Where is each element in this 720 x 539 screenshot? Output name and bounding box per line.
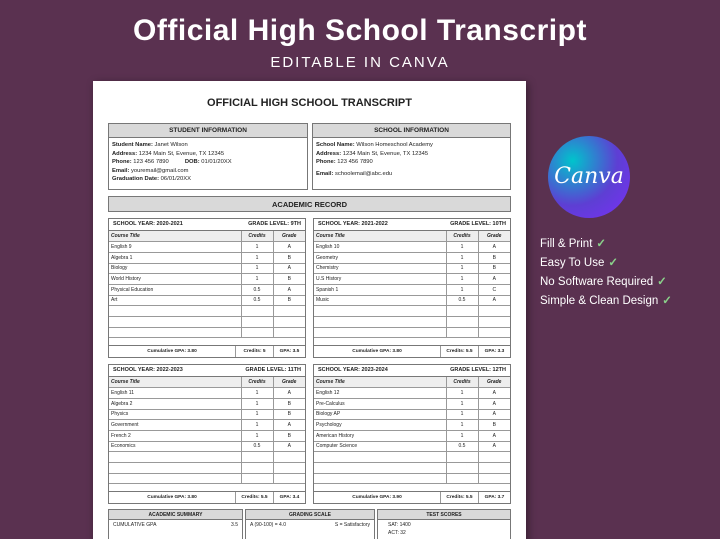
course-title: Spanish 1 <box>314 284 446 295</box>
course-credits: 0.5 <box>446 295 478 306</box>
course-title-header: Course Title <box>109 377 241 388</box>
grading-scale-box <box>245 509 375 539</box>
table-row <box>109 409 305 420</box>
cumulative-gpa: Cumulative GPA: 3.80 <box>352 349 402 354</box>
feature-item <box>540 292 672 311</box>
year-gpa: GPA: 3.3 <box>478 346 510 357</box>
course-credits: 0.5 <box>241 295 273 306</box>
school-year: SCHOOL YEAR: 2020-2021 <box>113 221 183 227</box>
course-title: World History <box>109 274 241 285</box>
empty-row <box>109 452 305 463</box>
year-header <box>109 219 305 231</box>
course-credits: 1 <box>241 274 273 285</box>
feature-item <box>540 254 672 273</box>
course-title: American History <box>314 430 446 441</box>
school-year: SCHOOL YEAR: 2021-2022 <box>318 221 388 227</box>
course-credits: 1 <box>241 252 273 263</box>
school-email: schoolemail@abc.edu <box>335 170 393 177</box>
credits-header: Credits <box>241 231 273 242</box>
course-grade: A <box>478 295 510 306</box>
course-grade: B <box>273 295 305 306</box>
table-row <box>109 398 305 409</box>
grade-level: GRADE LEVEL: 12TH <box>450 367 506 373</box>
empty-row <box>109 317 305 328</box>
grading-s: S = Satisfactory <box>334 522 370 528</box>
year-footer <box>314 345 510 357</box>
label: Email: <box>316 170 334 177</box>
course-title: Economics <box>109 441 241 452</box>
credits-header: Credits <box>446 231 478 242</box>
course-grade: A <box>478 430 510 441</box>
course-title-header: Course Title <box>314 231 446 242</box>
course-title: Psychology <box>314 420 446 431</box>
table-row <box>109 295 305 306</box>
school-info-box <box>312 123 511 190</box>
canva-logo: Canva <box>548 136 630 218</box>
course-credits: 1 <box>241 409 273 420</box>
label: School Name: <box>316 142 355 148</box>
course-title: Algebra 1 <box>109 252 241 263</box>
year-footer <box>109 491 305 503</box>
course-title: Government <box>109 420 241 431</box>
course-grade: A <box>478 274 510 285</box>
checkmark-icon: ✓ <box>657 276 667 288</box>
credits-header: Credits <box>241 377 273 388</box>
course-grade: A <box>273 242 305 253</box>
table-row <box>314 420 510 431</box>
course-credits: 1 <box>446 398 478 409</box>
course-title: Computer Science <box>314 441 446 452</box>
document-title: OFFICIAL HIGH SCHOOL TRANSCRIPT <box>207 97 412 109</box>
academic-summary-box <box>108 509 243 539</box>
label: Email: <box>112 167 130 174</box>
cumulative-gpa-value: 3.5 <box>231 522 238 528</box>
grade-header: Grade <box>273 231 305 242</box>
course-grade: A <box>478 242 510 253</box>
course-credits: 1 <box>446 252 478 263</box>
course-grade: B <box>273 252 305 263</box>
course-grade: A <box>478 409 510 420</box>
student-dob: 01/01/20XX <box>201 159 232 165</box>
school-year: SCHOOL YEAR: 2023-2024 <box>318 367 388 373</box>
year-footer <box>109 345 305 357</box>
course-credits: 0.5 <box>241 284 273 295</box>
table-row <box>109 284 305 295</box>
course-credits: 1 <box>241 398 273 409</box>
hero-title: Official High School Transcript <box>133 14 587 47</box>
course-grade: C <box>478 284 510 295</box>
cumulative-gpa: Cumulative GPA: 3.80 <box>147 495 197 500</box>
year-header <box>314 219 510 231</box>
feature-label: No Software Required <box>540 276 654 288</box>
table-row <box>314 409 510 420</box>
empty-row <box>314 317 510 328</box>
table-row <box>109 388 305 399</box>
table-row <box>314 274 510 285</box>
label: DOB: <box>184 159 200 165</box>
course-credits: 1 <box>241 430 273 441</box>
table-row <box>314 284 510 295</box>
table-row <box>314 295 510 306</box>
label: Graduation Date: <box>112 176 160 182</box>
empty-row <box>314 327 510 338</box>
empty-row <box>314 463 510 474</box>
cumulative-gpa: Cumulative GPA: 3.90 <box>352 495 402 500</box>
table-row <box>109 252 305 263</box>
table-row <box>109 441 305 452</box>
grade-level: GRADE LEVEL: 11TH <box>245 367 301 373</box>
table-header-row <box>109 377 305 388</box>
label: Student Name: <box>112 142 153 148</box>
feature-label: Simple & Clean Design <box>540 295 659 307</box>
table-header-row <box>314 231 510 242</box>
student-email: youremail@gmail.com <box>131 167 189 174</box>
course-grade: B <box>478 252 510 263</box>
year-credits: Credits: 5.5 <box>440 346 478 357</box>
empty-row <box>109 306 305 317</box>
course-grade: B <box>273 274 305 285</box>
course-title: Biology AP <box>314 409 446 420</box>
cumulative-gpa: Cumulative GPA: 3.80 <box>147 349 197 354</box>
year-gpa: GPA: 3.5 <box>273 346 305 357</box>
feature-item <box>540 235 672 254</box>
course-title: Chemistry <box>314 263 446 274</box>
empty-row <box>109 463 305 474</box>
course-title: Biology <box>109 263 241 274</box>
table-header-row <box>109 231 305 242</box>
course-title: English 12 <box>314 388 446 399</box>
year-gpa: GPA: 3.7 <box>478 492 510 503</box>
year-header <box>314 365 510 377</box>
course-title: English 11 <box>109 388 241 399</box>
course-grade: B <box>478 263 510 274</box>
cumulative-gpa-label: CUMULATIVE GPA <box>113 522 157 528</box>
student-info-heading: STUDENT INFORMATION <box>109 124 307 138</box>
act-score: ACT: 32 <box>388 530 406 536</box>
course-grade: B <box>273 398 305 409</box>
course-title-header: Course Title <box>314 377 446 388</box>
course-grade: A <box>273 388 305 399</box>
year-credits: Credits: 5.5 <box>235 492 273 503</box>
course-title: Art <box>109 295 241 306</box>
feature-label: Easy To Use <box>540 257 605 269</box>
table-row <box>314 388 510 399</box>
course-grade: A <box>273 263 305 274</box>
grade-level: GRADE LEVEL: 10TH <box>450 221 506 227</box>
course-grade: A <box>273 420 305 431</box>
course-title: Algebra 2 <box>109 398 241 409</box>
course-credits: 0.5 <box>241 441 273 452</box>
course-grade: B <box>273 409 305 420</box>
course-table <box>109 231 305 338</box>
label: Address: <box>112 150 138 157</box>
empty-row <box>109 327 305 338</box>
table-row <box>109 242 305 253</box>
course-title-header: Course Title <box>109 231 241 242</box>
course-title: Physical Education <box>109 284 241 295</box>
course-credits: 1 <box>446 430 478 441</box>
course-title: Music <box>314 295 446 306</box>
credits-header: Credits <box>446 377 478 388</box>
grade-header: Grade <box>273 377 305 388</box>
course-table <box>314 231 510 338</box>
feature-item <box>540 273 672 292</box>
feature-label: Fill & Print <box>540 238 593 250</box>
school-info-heading: SCHOOL INFORMATION <box>313 124 510 138</box>
course-credits: 1 <box>446 409 478 420</box>
course-grade: A <box>478 441 510 452</box>
course-title: English 9 <box>109 242 241 253</box>
checkmark-icon: ✓ <box>596 238 607 250</box>
course-title: U.S History <box>314 274 446 285</box>
year-box <box>313 364 511 504</box>
year-box <box>108 364 306 504</box>
grading-scale-heading: GRADING SCALE <box>246 510 374 520</box>
student-address: 1234 Main St, Evenue, TX 12345 <box>138 150 225 157</box>
course-credits: 1 <box>446 388 478 399</box>
empty-row <box>314 306 510 317</box>
hero-subtitle: EDITABLE IN CANVA <box>270 54 450 71</box>
course-credits: 1 <box>241 388 273 399</box>
table-row <box>314 252 510 263</box>
school-name: Wilson Homeschool Academy <box>356 142 433 148</box>
course-grade: A <box>273 441 305 452</box>
school-phone: 123 456 7890 <box>337 159 373 165</box>
course-title: Pre-Calculus <box>314 398 446 409</box>
table-row <box>314 430 510 441</box>
label: Address: <box>316 150 342 157</box>
grade-header: Grade <box>478 231 510 242</box>
year-header <box>109 365 305 377</box>
table-row <box>314 441 510 452</box>
course-title: French 2 <box>109 430 241 441</box>
course-credits: 1 <box>446 420 478 431</box>
course-credits: 1 <box>241 263 273 274</box>
table-row <box>109 430 305 441</box>
academic-record-heading: ACADEMIC RECORD <box>108 196 511 212</box>
label: Phone: <box>316 159 336 165</box>
course-grade: A <box>478 398 510 409</box>
year-gpa: GPA: 3.4 <box>273 492 305 503</box>
empty-row <box>109 473 305 484</box>
course-table <box>314 377 510 484</box>
grading-a: A (90-100) = 4.0 <box>250 522 286 528</box>
course-grade: B <box>478 420 510 431</box>
course-title: Physics <box>109 409 241 420</box>
test-scores-heading: TEST SCORES <box>378 510 510 520</box>
grade-header: Grade <box>478 377 510 388</box>
course-title: English 10 <box>314 242 446 253</box>
table-row <box>314 398 510 409</box>
course-credits: 1 <box>446 274 478 285</box>
table-row <box>314 242 510 253</box>
year-credits: Credits: 5 <box>235 346 273 357</box>
student-info-box <box>108 123 308 190</box>
school-year: SCHOOL YEAR: 2022-2023 <box>113 367 183 373</box>
year-box <box>108 218 306 358</box>
year-box <box>313 218 511 358</box>
checkmark-icon: ✓ <box>662 295 672 307</box>
test-scores-box <box>377 509 511 539</box>
student-name: Janet Wilson <box>154 142 188 148</box>
graduation-date: 06/01/20XX <box>160 176 191 182</box>
table-row <box>109 274 305 285</box>
school-address: 1234 Main St, Evenue, TX 12345 <box>342 150 429 157</box>
course-credits: 1 <box>241 242 273 253</box>
empty-row <box>314 473 510 484</box>
table-header-row <box>314 377 510 388</box>
course-credits: 0.5 <box>446 441 478 452</box>
course-credits: 1 <box>446 263 478 274</box>
course-table <box>109 377 305 484</box>
feature-list <box>540 235 672 311</box>
table-row <box>314 263 510 274</box>
transcript-document <box>93 81 526 539</box>
table-row <box>109 420 305 431</box>
label: Phone: <box>112 159 132 165</box>
academic-summary-heading: ACADEMIC SUMMARY <box>109 510 242 520</box>
course-grade: B <box>273 430 305 441</box>
course-credits: 1 <box>446 242 478 253</box>
student-phone: 123 456 7890 <box>133 159 169 165</box>
table-row <box>109 263 305 274</box>
course-credits: 1 <box>446 284 478 295</box>
year-credits: Credits: 5.5 <box>440 492 478 503</box>
empty-row <box>314 452 510 463</box>
course-title: Geometry <box>314 252 446 263</box>
sat-score: SAT: 1400 <box>388 522 411 528</box>
course-grade: A <box>478 388 510 399</box>
grade-level: GRADE LEVEL: 9TH <box>248 221 301 227</box>
course-grade: A <box>273 284 305 295</box>
year-footer <box>314 491 510 503</box>
course-credits: 1 <box>241 420 273 431</box>
checkmark-icon: ✓ <box>608 257 618 269</box>
